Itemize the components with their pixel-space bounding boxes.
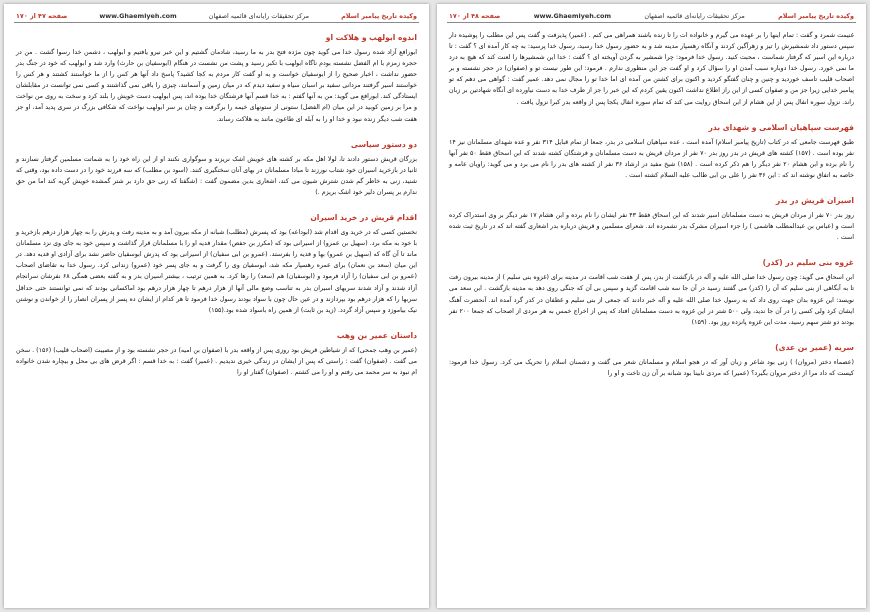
section-title: اقدام قریش در خرید اسیران [310,213,417,223]
paragraph: غنیمت شمرد و گفت : تمام اینها را بر عهده می گیرم و خانواده ات را تا زنده باشند همراهی می کنم . (عمیر) پذیرفت و گفت پس این مطلب را پوشیده دار سپس دستور داد شمشیرش را تیز و زهرآگین کردند و آنگاه رهسپار مدینه شد و به حضور رسول خدا رسید، رسول خدا پرسید: به چه کار آمده ای ؟ گفت : تا درباره این اسیر که گرفتار شماست ، محبت کنید. رسول خدا فرمود: چرا شمشیر به گردن آویخته ای ؟ گفت : خدا این شمشیرها را لعنت کند که هیچ به درد ما نمی خورد. رسول خدا دوباره سبب آمدن او را سؤال کرد و او گفت جز این منظوری ندارم . فرمود: این طور نیست تو و (صفوان) در حجر نشسته و بر اصحاب قلیب تاسف خوردید و چنین و چنان گفتگو کردید و اکنون برای کشتن من آمده ای اما خدا تو را مجال نمی دهد. عمیر گفت : گواهی می دهم که تو پیامبر خدایی زیرا جز من و صفوان کسی از این راز اطلاع نداشت اکنون یقین کردم که این خبر را جز از طرف خدا به دست نیاورده ای آنگاه شهادتین بر زبان راند. نزول سوره انفال پس از این هشام از ابن اسحاق روایت می کند که تمام سوره انفال یکجا پس از واقعه بدر کبرا نزول یافت . [449,32,854,106]
left-page [4,4,429,608]
site-url: www.Ghaemiyeh.com [99,12,177,20]
page-number: صفحه ۴۷ از ۱۷۰ [16,12,68,20]
book-title: وکیده تاریخ پیامبر اسلام [778,12,854,20]
section-title: اندوه ابولهب و هلاکت او [325,33,417,42]
site-url: www.Ghaemiyeh.com [533,12,612,20]
right-page [437,4,866,608]
paragraph: طبق فهرست جامعی که در کتاب (تاریخ پیامبر اسلام) آمده است ، عده سپاهیان اسلامی در بدر، جمعا از تمام قبایل ۳۱۴ نفر و عده شهدای مسلمانان نیز ۱۴ نفر بوده است . (۱۵۷) کشته های قریش در بدر روز بدر ۷۰ نفر از مردان قریش به دست مسلمانان و فرشتگان کشته شدند که ابن اسحاق فقط ۵۰ نفر آنها را نام برده و ابن هشام ۲۰ نفر دیگر را هم ذکر کرده است . (۱۵۸) شیخ مفید در ارشاد ۳۶ نفر از کشته های بدر را نام می برد و می گوید: راویان عامه و خاصه به اتفاق نوشته اند که : این ۳۶ نفر را علی بن ابی طالب علیه السلام کشته است . [449,138,855,179]
paragraph: بزرگان قریش دستور دادند تا، لولا اهل مکه بر کشته های خویش اشک نریزند و سوگواری نکنند او از این راه خود را به شماتت مسلمین گرفتار نسازند و ثانیا در بازخرید اسیران خود شتاب نورزند تا مبادا مسلمانان در بهای آنان سختگیری کنند. (اسود بن مطلب) که سه فرزند خود را در دست داده بود، وقتی که شنید، زنی به خاطر گم شدن شترش شیون می کند، اشعاری بدین مضمون گفت : (شگفتا که زنی حق دارد بر شتر گمشده خویش گریه کند اما من حق ندارم بر پسران دلیر خود اشک بریزم .) [16,155,417,196]
org-name: مرکز تحقیقات رایانه‌ای قائمیه اصفهان [208,12,310,20]
org-name: مرکز تحقیقات رایانه‌ای قائمیه اصفهان [644,12,745,20]
section-title: اسیران قریش در بدر [775,196,854,206]
page-content [437,23,866,379]
paragraph: نخستین کسی که در خرید وی اقدام شد (ابوداعه) بود که پسرش (مطلب) شبانه از مکه بیرون آمد و به مدینه رفت و پدرش را به چهار هزار درهم بازخرید و با خود به مکه برد. (سهیل بن عمرو) از اسیرانی بود که (مکرز بن حفص) مقدار فدیه او را با مسلمانان قرار گذاشت و سپس خود به جای وی نزد مسلمانان ماند تا آن گاه که (سهیل بن عمرو) بها و فدیه را بفرستد. (عمرو بن ابی سفیان) از اسیرانی بود که پدرش ابوسفیان حاضر نشد برای آزادی او فدیه دهد. در این میان (سعد بن نعمان) برای عمره رهسپار مکه شد، ابوسفیان وی را گرفت و به جای پسر خود (عمرو) زندانی کرد. رسول خدا به تقاضای اصحاب (عمرو بن ابی سفیان) را آزاد فرمود و (ابوسفیان) هم (سعد) را رها کرد. به همین ترتیب ، بیشتر اسیران بدر و به گفته بعضی همگی ۶۸ نفرشان سرانجام آزاد شدند و آزاد شدند سربهای اسیران بدر به تناسب وضع مالی آنها از هزار درهم تا چهار هزار درهم بود اماکسانی بودند که نمی توانستند حتی حداقل سربها را که هزار درهم بود بپردازند و در عین حال چون با سواد بودند رسول خدا فرمود تا هر کدام از ایشان ده پسر از پسران انصار را از خواندن و نوشتن نیک بیاموزد و سپس آزاد گردد. (زید بن ثابت) از همین راه باسواد شده بود.(۱۵۵) [16,229,417,314]
section-title: سریه (عمیر بن عدی) [775,342,854,352]
section-title: داستان عمیر بن وهب [336,330,417,340]
paragraph: ابن اسحاق می گوید: چون رسول خدا صلی الله علیه و آله در بازگشت از بدر، پس از هفت شب اقامت در مدینه برای (غزوه بنی سلیم ) از مدینه بیرون رفت تا به آبگاهی از بنی سلیم که آن را (کدر) می گفتند رسید در آن جا سه شب اقامت گزید و سپس بی آن که جنگی روی دهد به مدینه بازگشت . ابن سعد می نویسد: این غزوه بدان جهت روی داد که به رسول خدا صلی الله علیه و آله خبر دادند که جمعی از بنی سلیم و غطفان در کدر گرد آمده اند. آنحضرت آهنگ ایشان کرد ولی کسی را در آن جا ندید، ولی ۵۰۰ شتر در این غزوه به دست مسلمانان افتاد که پس از اخراج خمس به هر مردی از اصحاب که جمعا ۲۰۰ نفر بودند دو شتر سهم رسید، مدت این غزوه پانزده روز بود. (۱۵۹) [449,274,855,326]
page-number: صفحه ۴۸ از ۱۷۰ [449,12,501,20]
paragraph: (عصماء دختر (مروان) ) زنی بود شاعر و زبان آور که در هجو اسلام و مسلمانان شعر می گفت و دشمنان اسلام را تحریک می کرد. رسول خدا فرمود: کیست که داد مرا از دختر مروان بگیرد؟ (عمیر) که مردی نابینا بود شبانه بر آن زن تاخت و او را [449,358,854,377]
paragraph: روز بدر ۷۰ نفر از مردان قریش به دست مسلمانان اسیر شدند که ابن اسحاق فقط ۴۳ نفر ایشان را نام برده و ابن هشام ۱۷ نفر دیگر بر وی استدراک کرده است و (عباس بن عبدالمطلب هاشمی ) را جزء اسیران مشرک بدر نشمرده اند. شعرای مسلمین و قریش درباره بدر اشعاری گفته اند که در تاریخ ثبت شده است . [449,212,855,242]
page-content [4,23,429,378]
paragraph: ابورافع آزاد شده رسول خدا می گوید چون مژده فتح بدر به ما رسید، شادمان گشتیم و این خبر نیرو یافتیم و ابولهب ، دشمن خدا رسوا گشت . من در حجره زمزم با ام الفضل نشسته بودم ناگاه ابولهب با تکبر رسید و پشت من نشست در هنگام (ابوسفیان بن حارث) وارد شد و ابولهب که خود در جنگ بدر حضور نداشت ، اخبار صحیح را از ابوسفیان خواست و به او گفت کار مردم به کجا کشید؟ پاسخ داد آنها هر کس را از ما خواستند کشتند و هر کس را خواستند اسیر گرفتند مردانی سفید بر اسبان سیاه و سفید دیدم که در میان زمین و آسمانند، چیزی را باقی نمی گذاشتند و کسی نمی توانست در مقابلشان ایستادگی کند. ابورافع می گوید: من به آنها گفتم : به خدا قسم آنها فرشتگان خدا بوده اند، پس ابولهب دست خویش را بلند کرد و سخت به روی من نواخت و مرا بر زمین کوبید در این میان (ام الفضل) ستونی از ستونهای خیمه را برگرفت و چنان بر سر ابولهب نواخت که شکافی بزرگ در سری پدید آمد، او جز هفت شب دیگر زنده نبود و خدا او را به آبله ای طاعون مانند به هلاکت رساند. [16,49,417,123]
section-title: فهرست سپاهیان اسلامی و شهدای بدر [708,122,854,132]
section-title: دو دستور سیاسی [350,139,417,149]
section-title: غزوه بنی سلیم در (کدر) [762,258,854,268]
book-title: وکیده تاریخ پیامبر اسلام [341,12,417,20]
page-header [447,12,856,23]
paragraph: (عمیر بن وهب جمحی) که از شیاطین قریش بود روزی پس از واقعه بدر با (صفوان بن امیه) در حجر نشسته بود و از مصیبت (اصحاب قلیب) (۱۵۶) . سخن می گفت . (صفوان) گفت : راستی که پس از ایشان در زندگی خیری ندیدیم . (عمیر) گفت : به خدا قسم : اگر قرض های بی محل و بیچاره شدن خانواده ام نبود به سر محمد می رفتم و او را می کشتم . (صفوان) گفتار او را [16,346,417,376]
page-header [14,12,419,23]
